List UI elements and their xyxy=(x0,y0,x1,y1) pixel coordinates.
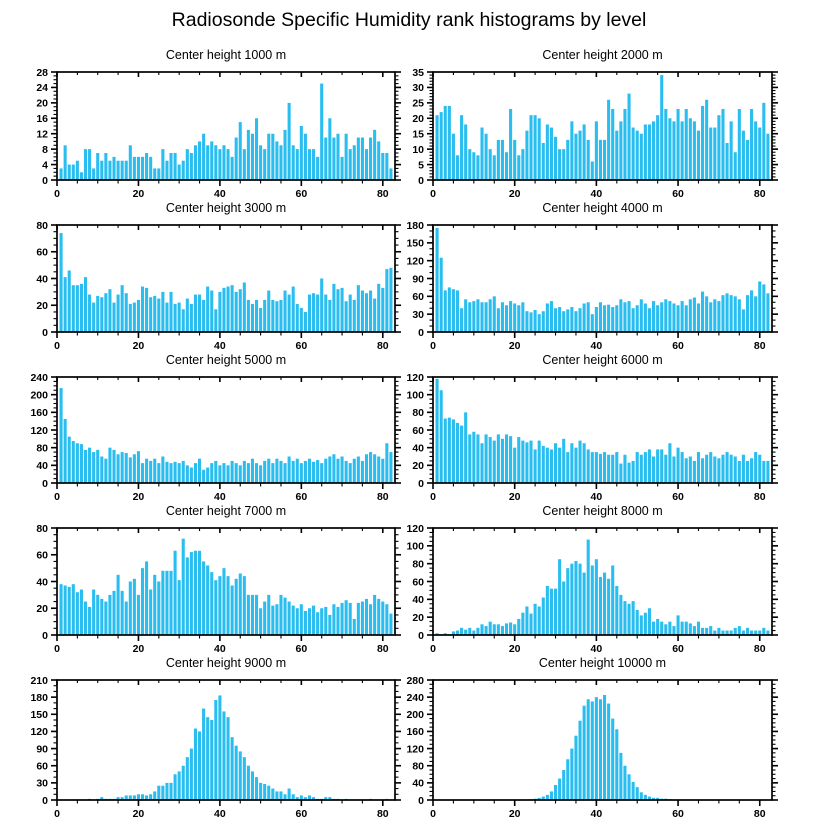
svg-text:120: 120 xyxy=(406,255,424,268)
svg-text:60: 60 xyxy=(672,188,684,200)
svg-text:40: 40 xyxy=(36,273,48,286)
svg-text:15: 15 xyxy=(412,128,424,141)
svg-text:60: 60 xyxy=(295,340,308,352)
histogram-plot-10000m xyxy=(388,674,790,824)
svg-text:80: 80 xyxy=(36,442,48,455)
svg-text:80: 80 xyxy=(412,558,424,571)
svg-text:80: 80 xyxy=(376,491,389,503)
svg-text:100: 100 xyxy=(406,540,424,553)
svg-text:40: 40 xyxy=(412,777,424,790)
svg-text:60: 60 xyxy=(672,491,684,503)
subplot-title: Center height 6000 m xyxy=(542,353,663,367)
svg-text:0: 0 xyxy=(54,340,60,352)
svg-text:20: 20 xyxy=(508,491,521,503)
svg-text:20: 20 xyxy=(132,188,145,200)
svg-text:40: 40 xyxy=(36,460,48,473)
svg-text:5: 5 xyxy=(418,159,424,172)
subplot-center-height-6000m xyxy=(388,353,790,511)
svg-text:0: 0 xyxy=(418,629,424,642)
svg-text:16: 16 xyxy=(36,113,48,126)
svg-text:40: 40 xyxy=(214,808,226,820)
svg-text:60: 60 xyxy=(672,808,684,820)
svg-text:20: 20 xyxy=(132,491,145,503)
svg-text:40: 40 xyxy=(590,340,603,352)
svg-text:60: 60 xyxy=(295,491,308,503)
svg-text:0: 0 xyxy=(418,326,424,339)
svg-text:80: 80 xyxy=(36,522,48,535)
subplot-title: Center height 8000 m xyxy=(542,504,663,518)
svg-text:40: 40 xyxy=(590,491,603,503)
svg-text:60: 60 xyxy=(295,188,308,200)
svg-text:0: 0 xyxy=(42,326,48,339)
svg-text:180: 180 xyxy=(406,219,424,232)
svg-text:20: 20 xyxy=(132,340,145,352)
svg-text:90: 90 xyxy=(36,743,48,756)
svg-text:0: 0 xyxy=(418,477,424,490)
subplot-center-height-2000m xyxy=(388,48,790,208)
histogram-plot-1000m xyxy=(12,66,413,208)
histogram-plot-8000m xyxy=(388,522,790,663)
svg-text:120: 120 xyxy=(30,726,48,739)
svg-text:210: 210 xyxy=(30,674,48,687)
histogram-plot-6000m xyxy=(388,371,790,511)
svg-text:40: 40 xyxy=(214,188,226,200)
svg-text:90: 90 xyxy=(412,273,424,286)
svg-text:40: 40 xyxy=(590,643,603,655)
svg-text:4: 4 xyxy=(42,159,48,172)
svg-text:30: 30 xyxy=(412,82,424,95)
svg-text:0: 0 xyxy=(418,794,424,807)
svg-text:20: 20 xyxy=(36,97,48,110)
svg-text:0: 0 xyxy=(42,174,48,187)
svg-text:200: 200 xyxy=(30,389,48,402)
svg-text:180: 180 xyxy=(30,691,48,704)
svg-text:40: 40 xyxy=(214,340,226,352)
subplot-center-height-3000m xyxy=(12,201,413,360)
svg-text:0: 0 xyxy=(430,340,436,352)
subplot-center-height-5000m xyxy=(12,353,413,511)
svg-text:30: 30 xyxy=(36,777,48,790)
histogram-plot-9000m xyxy=(12,674,413,824)
svg-text:100: 100 xyxy=(406,389,424,402)
histogram-plot-5000m xyxy=(12,371,413,511)
svg-text:20: 20 xyxy=(508,643,521,655)
svg-text:80: 80 xyxy=(753,643,766,655)
svg-text:80: 80 xyxy=(36,219,48,232)
svg-text:120: 120 xyxy=(30,424,48,437)
svg-text:40: 40 xyxy=(214,491,226,503)
svg-text:0: 0 xyxy=(54,643,60,655)
subplot-title: Center height 7000 m xyxy=(165,504,287,518)
svg-text:150: 150 xyxy=(30,709,48,722)
svg-text:0: 0 xyxy=(54,188,60,200)
svg-text:60: 60 xyxy=(36,760,48,773)
svg-text:12: 12 xyxy=(36,128,48,141)
subplot-title: Center height 3000 m xyxy=(165,201,287,215)
svg-text:0: 0 xyxy=(430,188,436,200)
svg-text:60: 60 xyxy=(672,643,684,655)
svg-text:60: 60 xyxy=(295,643,308,655)
svg-text:20: 20 xyxy=(508,808,521,820)
svg-text:20: 20 xyxy=(36,603,48,616)
subplot-center-height-4000m xyxy=(388,201,790,360)
histogram-plot-2000m xyxy=(388,66,790,208)
subplot-center-height-7000m xyxy=(12,504,413,663)
svg-text:60: 60 xyxy=(295,808,308,820)
svg-text:80: 80 xyxy=(376,808,389,820)
svg-text:0: 0 xyxy=(42,629,48,642)
histogram-plot-3000m xyxy=(12,219,413,360)
svg-text:20: 20 xyxy=(508,340,521,352)
svg-text:60: 60 xyxy=(412,424,424,437)
svg-text:20: 20 xyxy=(36,300,48,313)
svg-text:40: 40 xyxy=(412,594,424,607)
svg-text:160: 160 xyxy=(406,726,424,739)
svg-text:160: 160 xyxy=(30,407,48,420)
subplot-title: Center height 10000 m xyxy=(538,656,667,670)
svg-text:240: 240 xyxy=(30,371,48,384)
svg-text:40: 40 xyxy=(590,808,603,820)
svg-text:120: 120 xyxy=(406,371,424,384)
svg-text:80: 80 xyxy=(753,188,766,200)
svg-text:120: 120 xyxy=(406,743,424,756)
svg-text:0: 0 xyxy=(42,794,48,807)
svg-text:20: 20 xyxy=(132,643,145,655)
svg-text:80: 80 xyxy=(376,188,389,200)
svg-text:80: 80 xyxy=(412,760,424,773)
svg-text:80: 80 xyxy=(753,808,766,820)
svg-text:24: 24 xyxy=(36,82,48,95)
svg-text:80: 80 xyxy=(376,340,389,352)
svg-text:40: 40 xyxy=(590,188,603,200)
svg-text:40: 40 xyxy=(214,643,226,655)
subplot-title: Center height 5000 m xyxy=(165,353,287,367)
svg-text:30: 30 xyxy=(412,308,424,321)
svg-text:0: 0 xyxy=(430,491,436,503)
svg-text:150: 150 xyxy=(406,237,424,250)
svg-text:60: 60 xyxy=(672,340,684,352)
histogram-plot-7000m xyxy=(12,522,413,663)
svg-text:0: 0 xyxy=(430,643,436,655)
subplot-title: Center height 4000 m xyxy=(542,201,663,215)
svg-text:40: 40 xyxy=(412,442,424,455)
svg-text:120: 120 xyxy=(406,522,424,535)
svg-text:60: 60 xyxy=(412,576,424,589)
svg-text:0: 0 xyxy=(54,491,60,503)
subplot-title: Center height 1000 m xyxy=(165,48,287,62)
svg-text:200: 200 xyxy=(406,709,424,722)
svg-text:20: 20 xyxy=(412,113,424,126)
svg-text:8: 8 xyxy=(42,143,48,156)
svg-text:280: 280 xyxy=(406,674,424,687)
svg-text:20: 20 xyxy=(132,808,145,820)
svg-text:35: 35 xyxy=(412,66,424,79)
svg-text:0: 0 xyxy=(430,808,436,820)
svg-text:60: 60 xyxy=(36,246,48,259)
subplot-title: Center height 9000 m xyxy=(165,656,287,670)
subplot-center-height-1000m xyxy=(12,48,413,208)
svg-text:20: 20 xyxy=(412,611,424,624)
svg-text:28: 28 xyxy=(36,66,48,79)
subplot-center-height-10000m xyxy=(388,656,790,824)
svg-text:80: 80 xyxy=(753,491,766,503)
svg-text:80: 80 xyxy=(753,340,766,352)
svg-text:25: 25 xyxy=(412,97,424,110)
svg-text:80: 80 xyxy=(376,643,389,655)
svg-text:0: 0 xyxy=(418,174,424,187)
svg-text:0: 0 xyxy=(54,808,60,820)
page-title: Radiosonde Specific Humidity rank histograms by level xyxy=(171,9,647,31)
svg-text:0: 0 xyxy=(42,477,48,490)
svg-text:60: 60 xyxy=(36,549,48,562)
svg-text:20: 20 xyxy=(412,460,424,473)
subplot-center-height-9000m xyxy=(12,656,413,824)
histogram-plot-4000m xyxy=(388,219,790,360)
subplot-title: Center height 2000 m xyxy=(542,48,663,62)
svg-text:40: 40 xyxy=(36,576,48,589)
subplot-center-height-8000m xyxy=(388,504,790,663)
svg-text:10: 10 xyxy=(412,143,424,156)
svg-text:60: 60 xyxy=(412,291,424,304)
svg-text:20: 20 xyxy=(508,188,521,200)
svg-text:80: 80 xyxy=(412,407,424,420)
svg-text:240: 240 xyxy=(406,691,424,704)
